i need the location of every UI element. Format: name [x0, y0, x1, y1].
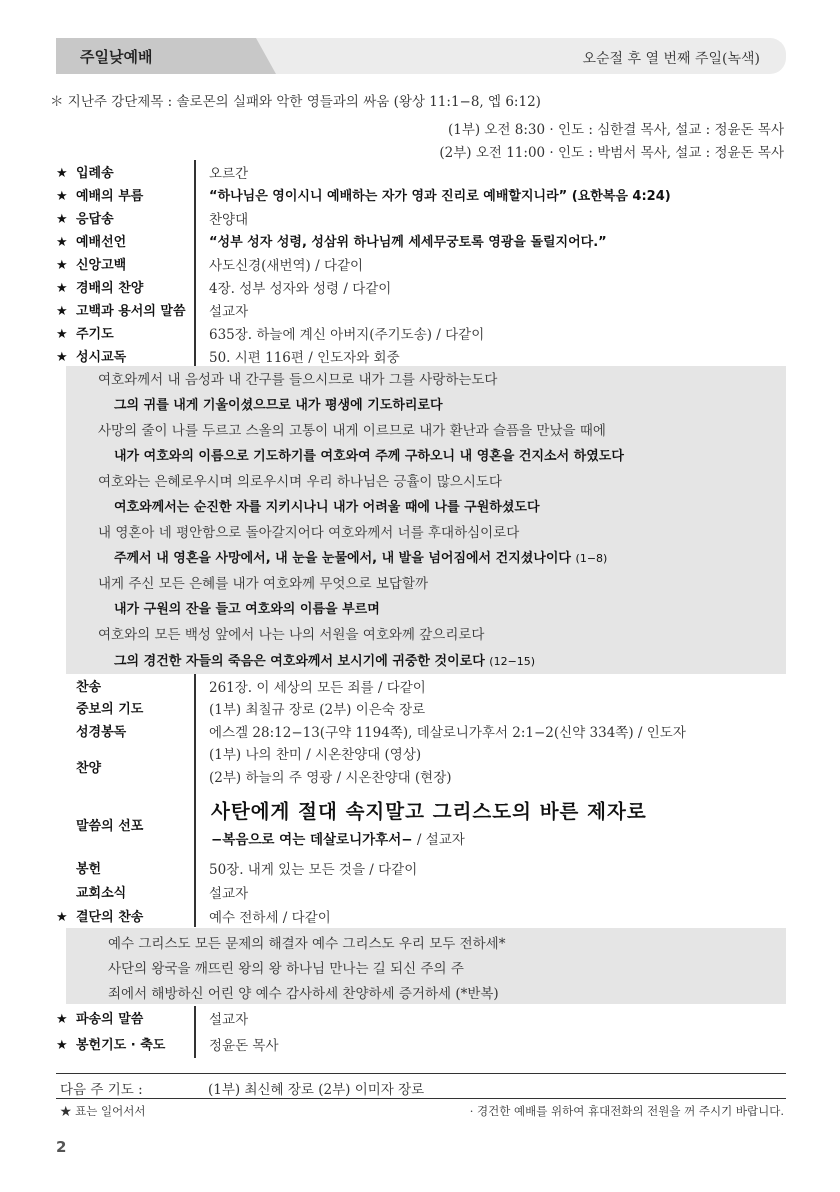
order-label: 응답송 [76, 212, 114, 227]
next-week-prayer: (1부) 최신혜 장로 (2부) 이미자 장로 [208, 1082, 425, 1098]
psalm-leader-line: 여호와의 모든 백성 앞에서 나는 나의 서원을 여호와께 갚으리로다 [98, 627, 485, 643]
anthem-line-1: (1부) 나의 찬미 / 시온찬양대 (영상) [209, 747, 422, 763]
order-value: 635장. 하늘에 계신 아버지(주기도송) / 다같이 [209, 327, 485, 343]
order-label: 예배의 부름 [76, 189, 144, 204]
footer-rule-bottom [56, 1098, 786, 1099]
order-label: 봉헌기도 · 축도 [76, 1038, 166, 1053]
psalm-congregation-line: 내가 구원의 잔을 들고 여호와의 이름을 부르며 [114, 602, 380, 617]
order-label: 주기도 [76, 327, 114, 342]
order-value: 261장. 이 세상의 모든 죄를 / 다같이 [209, 680, 426, 696]
standing-note: ★ 표는 일어서서 [60, 1104, 146, 1118]
next-week-label: 다음 주 기도 : [60, 1082, 143, 1098]
order-label: 찬양 [76, 761, 102, 776]
footer-rule-top [56, 1073, 786, 1074]
psalm-leader-line: 여호와는 은혜로우시며 의로우시며 우리 하나님은 긍휼이 많으시도다 [98, 474, 502, 490]
order-value: “성부 성자 성령, 성삼위 하나님께 세세무궁토록 영광을 돌릴지어다.” [209, 235, 607, 250]
order-label: 중보의 기도 [76, 702, 144, 717]
order-label: 입례송 [76, 166, 114, 181]
phone-notice: · 경건한 예배를 위하여 휴대전화의 전원을 꺼 주시기 바랍니다. [469, 1104, 784, 1118]
previous-sermon-note: ＊ 지난주 강단제목 : 솔로몬의 실패와 악한 영들과의 싸움 (왕상 11:1−8, 엡 6:12) [50, 94, 541, 110]
order-label: 예배선언 [76, 235, 127, 250]
order-label: 성시교독 [76, 350, 127, 365]
page-number: 2 [56, 1138, 67, 1156]
service-title: 주일낮예배 [80, 48, 153, 66]
order-value: 에스겔 28:12−13(구약 1194쪽), 데살로니가후서 2:1−2(신약 334쪽) / 인도자 [209, 725, 686, 741]
psalm-leader-line: 사망의 줄이 나를 두르고 스올의 고통이 내게 이르므로 내가 환난과 슬픔을 만났을 때에 [98, 423, 606, 439]
order-value: 설교자 [209, 304, 249, 320]
order-value: “하나님은 영이시니 예배하는 자가 영과 진리로 예배할지니라” (요한복음 4:24) [209, 189, 671, 204]
service-1-info: (1부) 오전 8:30 · 인도 : 심한결 목사, 설교 : 정윤돈 목사 [447, 122, 784, 138]
order-value: 찬양대 [209, 212, 249, 228]
psalm-leader-line: 내 영혼아 네 평안함으로 돌아갈지어다 여호와께서 너를 후대하심이로다 [98, 525, 520, 541]
order-label: 봉헌 [76, 862, 102, 877]
hymn-lyric-line: 죄에서 해방하신 어린 양 예수 감사하세 찬양하세 증거하세 (*반복) [108, 986, 499, 1002]
order-value: 오르간 [209, 166, 249, 182]
order-value: 사도신경(새번역) / 다같이 [209, 258, 364, 274]
psalm-congregation-line: 여호와께서는 순진한 자를 지키시나니 내가 어려울 때에 나를 구원하셨도다 [114, 500, 540, 515]
order-label: 결단의 찬송 [76, 910, 144, 925]
order-value: 4장. 성부 성자와 성령 / 다같이 [209, 281, 392, 297]
page-header [56, 38, 786, 74]
psalm-leader-line: 여호와께서 내 음성과 내 간구를 들으시므로 내가 그를 사랑하는도다 [98, 372, 498, 388]
service-2-info: (2부) 오전 11:00 · 인도 : 박범서 목사, 설교 : 정윤돈 목사 [439, 145, 784, 161]
sermon-title: 사탄에게 절대 속지말고 그리스도의 바른 제자로 [211, 800, 647, 823]
order-label: 성경봉독 [76, 725, 127, 740]
order-label: 말씀의 선포 [76, 819, 144, 834]
order-divider-top [194, 160, 196, 367]
sermon-subtitle: −복음으로 여는 데살로니가후서− / 설교자 [211, 832, 465, 848]
anthem-line-2: (2부) 하늘의 주 영광 / 시온찬양대 (현장) [209, 770, 452, 786]
order-divider-mid [194, 674, 196, 927]
psalm-congregation-line: 그의 귀를 내게 기울이셨으므로 내가 평생에 기도하리로다 [114, 398, 443, 413]
order-label: 고백과 용서의 말씀 [76, 304, 186, 319]
order-value: 정윤돈 목사 [209, 1038, 279, 1054]
order-label: 찬송 [76, 680, 102, 695]
order-divider-end [194, 1006, 196, 1058]
hymn-lyric-line: 예수 그리스도 모든 문제의 해결자 예수 그리스도 우리 모두 전하세* [108, 936, 506, 952]
psalm-congregation-line: 내가 여호와의 이름으로 기도하기를 여호와여 주께 구하오니 내 영혼을 건지소서 하였도다 [114, 449, 624, 464]
order-value: 50. 시편 116편 / 인도자와 회중 [209, 350, 400, 366]
order-value: 설교자 [209, 1012, 249, 1028]
order-value: (1부) 최칠규 장로 (2부) 이은숙 장로 [209, 702, 426, 718]
psalm-leader-line: 내게 주신 모든 은혜를 내가 여호와께 무엇으로 보답할까 [98, 576, 428, 592]
order-label: 파송의 말씀 [76, 1012, 144, 1027]
hymn-lyric-line: 사단의 왕국을 깨뜨린 왕의 왕 하나님 만나는 길 되신 주의 주 [108, 961, 464, 977]
order-value: 50장. 내게 있는 모든 것을 / 다같이 [209, 862, 418, 878]
psalm-congregation-line: 주께서 내 영혼을 사망에서, 내 눈을 눈물에서, 내 발을 넘어짐에서 건지셨나이다 (1−8) [114, 551, 608, 566]
order-label: 신앙고백 [76, 258, 127, 273]
verse-reference: (1−8) [575, 552, 608, 565]
order-label: 교회소식 [76, 886, 127, 901]
order-value: 설교자 [209, 886, 249, 902]
psalm-congregation-line: 그의 경건한 자들의 죽음은 여호와께서 보시기에 귀중한 것이로다 (12−15) [114, 654, 536, 669]
order-value: 예수 전하세 / 다같이 [209, 910, 331, 926]
order-label: 경배의 찬양 [76, 281, 144, 296]
verse-reference: (12−15) [489, 655, 536, 668]
liturgical-day: 오순절 후 열 번째 주일(녹색) [582, 51, 760, 67]
